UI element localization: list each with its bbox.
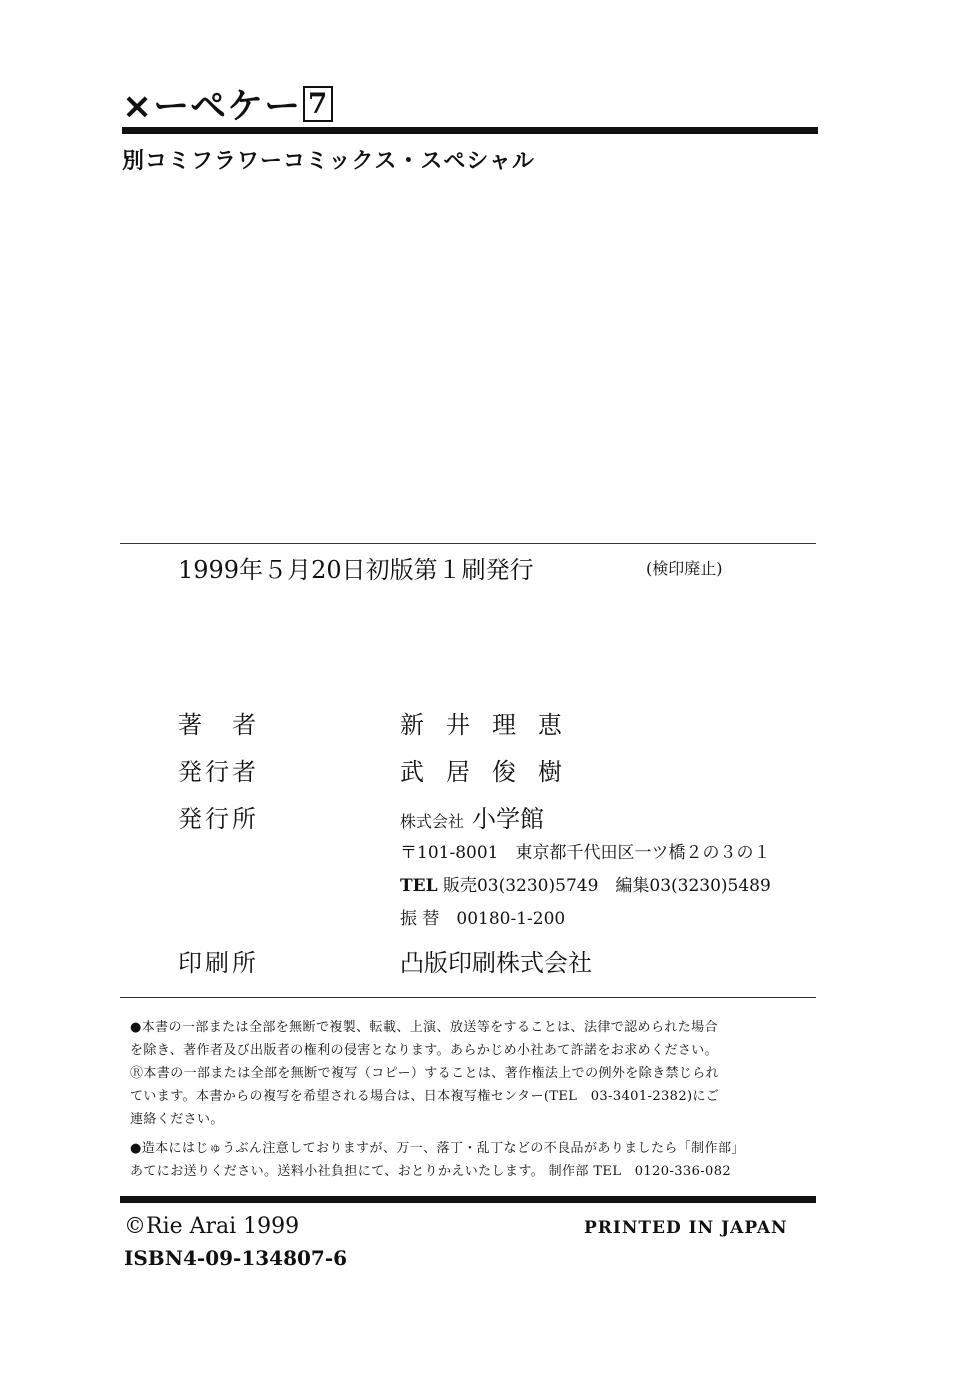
notice-line: Ⓡ本書の一部または全部を無断で複写（コピー）することは、著作権法上での例外を除き禁じられ	[130, 1066, 720, 1081]
printer-label: 印刷所	[178, 949, 259, 977]
volume-number: 7	[303, 86, 333, 122]
isbn: ISBN4-09-134807-6	[124, 1246, 348, 1270]
footer-rule	[120, 1196, 816, 1203]
publication-date: 1999年５月20日初版第１刷発行	[178, 556, 534, 584]
telephone	[400, 871, 771, 896]
tel-numbers: 販売03(3230)5749 編集03(3230)5489	[442, 876, 771, 896]
author-label: 著 者	[178, 711, 259, 739]
author-value: 新井理恵	[400, 711, 584, 739]
office-prefix: 株式会社	[400, 812, 465, 831]
publisher-label: 発行者	[178, 758, 259, 786]
book-title	[122, 78, 333, 129]
furikae: 振 替 00180-1-200	[400, 909, 566, 929]
publisher-value: 武居俊樹	[400, 758, 584, 786]
seal-note: (検印廃止)	[646, 559, 723, 578]
address: 〒101-8001 東京都千代田区一ツ橋２の３の１	[400, 843, 771, 863]
header-rule	[122, 127, 818, 134]
office-label: 発行所	[178, 805, 259, 833]
office-name: 小学館	[472, 805, 545, 833]
notice-rule	[120, 997, 816, 998]
copyright: ©Rie Arai 1999	[124, 1214, 300, 1239]
notice-line: ●本書の一部または全部を無断で複製、転載、上演、放送等をすることは、法律で認められた場合	[130, 1020, 718, 1035]
tel-prefix: TEL	[400, 876, 438, 896]
printed-in: PRINTED IN JAPAN	[584, 1218, 788, 1238]
office-value	[400, 799, 544, 834]
notice-line: ●造本にはじゅうぶん注意しておりますが、万一、落丁・乱丁などの不良品がありましたら「制作部」	[130, 1141, 745, 1156]
notice-line: ています。本書からの複写を希望される場合は、日本複写権センター(TEL 03-3401-2382)にご	[130, 1089, 720, 1104]
notice-line: 連絡ください。	[130, 1112, 224, 1127]
date-rule	[120, 543, 816, 544]
notice-line: を除き、著作者及び出版者の権利の侵害となります。あらかじめ小社あて許諾をお求めください。	[130, 1043, 719, 1058]
printer-value: 凸版印刷株式会社	[400, 949, 592, 977]
notice-line: あてにお送りください。送料小社負担にて、おとりかえいたします。 制作部 TEL 0120-336-082	[130, 1164, 732, 1179]
series-name: 別コミフラワーコミックス・スペシャル	[122, 149, 535, 174]
book-title-text: ×ーペケー	[122, 86, 302, 127]
